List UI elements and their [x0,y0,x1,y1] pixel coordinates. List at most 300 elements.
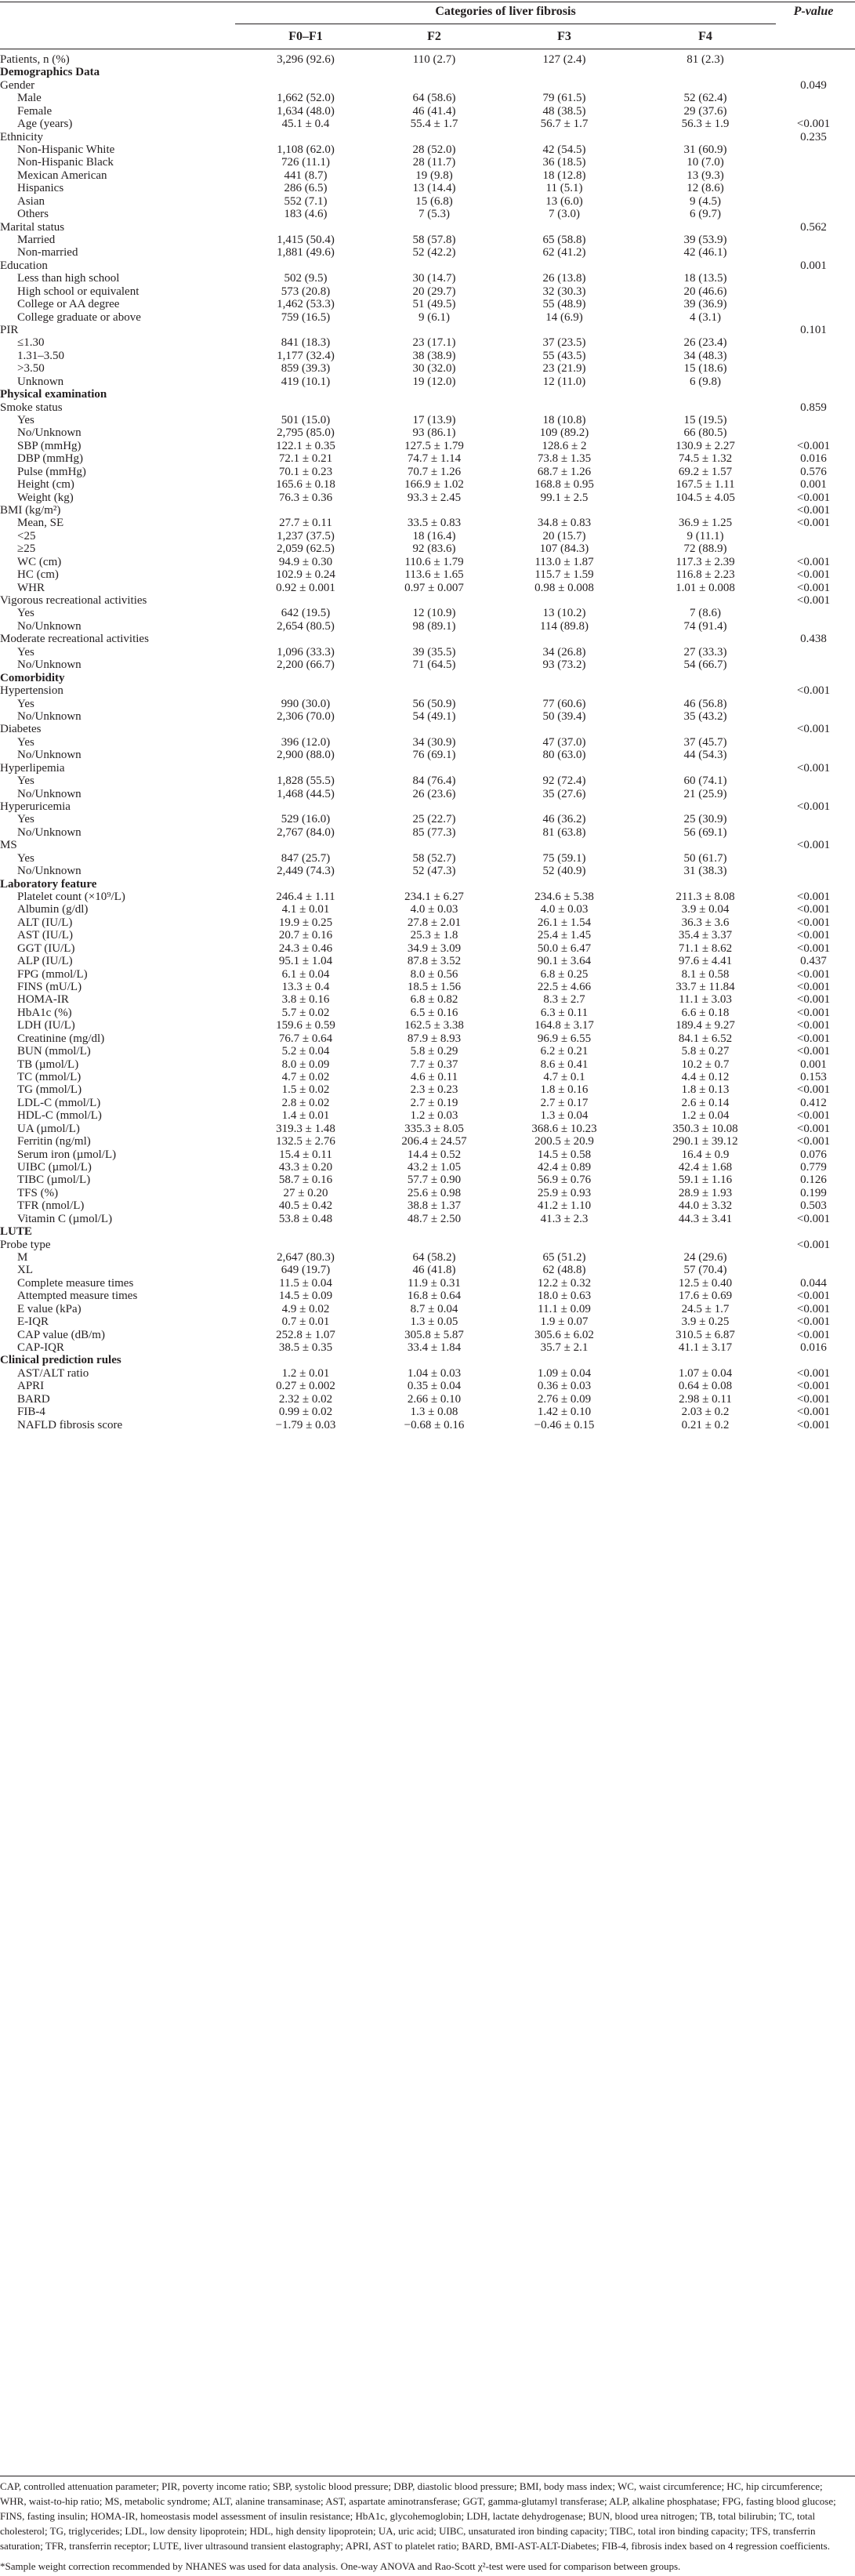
cell-f2: 84 (76.4) [412,775,456,788]
cell-f0f1: 552 (7.1) [284,194,328,208]
cell-pvalue: <0.001 [796,800,831,813]
cell-f0f1: 40.5 ± 0.42 [278,1199,333,1213]
cell-f3: 109 (89.2) [539,426,589,440]
cell-f0f1: 2,306 (70.0) [277,709,335,723]
column-header-f3: F3 [557,30,571,43]
cell-f4: 24.5 ± 1.7 [681,1302,730,1315]
section-heading: Laboratory feature [0,877,97,891]
row-label: Vitamin C (µmol/L) [17,1212,113,1225]
cell-f0f1: 1,662 (52.0) [277,92,335,105]
cell-f4: 36.3 ± 3.6 [681,916,730,929]
cell-f4: 37 (45.7) [683,735,727,749]
cell-f3: 18 (10.8) [542,414,586,427]
cell-pvalue: 0.016 [800,1341,827,1354]
cell-f3: 80 (63.0) [542,749,586,762]
cell-f4: 12 (8.6) [687,182,724,195]
cell-f3: 35 (27.6) [542,787,586,800]
cell-f2: 15 (6.8) [415,194,453,208]
cell-f2: 55.4 ± 1.7 [410,118,458,131]
cell-f4: 9 (11.1) [687,529,724,542]
cell-f4: 4 (3.1) [690,310,721,324]
cell-f0f1: 2,795 (85.0) [277,426,335,440]
row-label: HDL-C (mmol/L) [17,1109,102,1123]
cell-f3: 0.98 ± 0.008 [534,581,594,594]
cell-pvalue: <0.001 [796,1109,831,1123]
cell-pvalue: <0.001 [796,903,831,916]
cell-f2: 30 (14.7) [412,272,456,285]
cell-f0f1: 649 (19.7) [281,1264,331,1277]
row-label: No/Unknown [17,619,82,633]
variable-group-label: Vigorous recreational activities [0,594,147,608]
cell-f0f1: 501 (15.0) [281,414,331,427]
cell-f3: 55 (48.9) [542,298,586,311]
cell-f0f1: 1,828 (55.5) [277,775,335,788]
row-label: AST/ALT ratio [17,1366,89,1380]
cell-pvalue: 0.153 [800,1070,827,1083]
row-label: ALP (IU/L) [17,955,73,968]
cell-f2: 26 (23.6) [412,787,456,800]
cell-f2: 19 (12.0) [412,375,456,388]
row-label: TC (mmol/L) [17,1070,82,1083]
cell-pvalue: <0.001 [796,890,831,903]
cell-f2: 39 (35.5) [412,645,456,659]
cell-f4: 60 (74.1) [683,775,727,788]
cell-f0f1: 58.7 ± 0.16 [278,1174,333,1187]
cell-f3: 14.5 ± 0.58 [537,1148,592,1161]
cell-f4: 74 (91.4) [683,619,727,633]
cell-f0f1: 95.1 ± 1.04 [278,955,333,968]
cell-f2: 54 (49.1) [412,709,456,723]
cell-f3: 90.1 ± 3.64 [537,955,592,968]
cell-f0f1: 11.5 ± 0.04 [279,1276,332,1290]
cell-f2: 25.6 ± 0.98 [407,1186,462,1199]
cell-f3: 23 (21.9) [542,362,586,376]
row-label: TB (µmol/L) [17,1058,79,1071]
cell-f2: 74.7 ± 1.14 [407,452,462,466]
cell-f0f1: 122.1 ± 0.35 [276,439,335,452]
cell-f0f1: 70.1 ± 0.23 [278,465,333,478]
cell-f4: 117.3 ± 2.39 [676,555,735,568]
row-label: College or AA degree [17,298,120,311]
cell-f0f1: 27 ± 0.20 [283,1186,328,1199]
cell-f3: 50 (39.4) [542,709,586,723]
cell-f0f1: 15.4 ± 0.11 [279,1148,332,1161]
cell-f2: 28 (52.0) [412,143,456,156]
cell-f2: 8.0 ± 0.56 [410,967,458,981]
cell-f2: 6.8 ± 0.82 [410,993,458,1007]
row-label: No/Unknown [17,787,82,800]
cell-f4: 104.5 ± 4.05 [676,491,735,504]
cell-f2: 34.9 ± 3.09 [407,942,462,955]
row-label: Less than high school [17,272,120,285]
cell-f0f1: 4.7 ± 0.02 [281,1070,330,1083]
row-label: Creatinine (mg/dl) [17,1032,105,1045]
cell-f3: 62 (48.8) [542,1264,586,1277]
cell-f4: 310.5 ± 6.87 [676,1328,735,1341]
row-label: HbA1c (%) [17,1006,72,1019]
cell-f4: 1.01 ± 0.008 [676,581,735,594]
cell-f3: 32 (30.3) [542,285,586,298]
cell-f0f1: 2,900 (88.0) [277,749,335,762]
cell-f3: 4.7 ± 0.1 [543,1070,585,1083]
cell-f4: 2.6 ± 0.14 [681,1096,730,1109]
row-label: Complete measure times [17,1276,134,1290]
cell-f2: 16.8 ± 0.64 [407,1290,462,1303]
cell-f4: 116.8 ± 2.23 [676,568,735,582]
cell-f3: 55 (43.5) [542,349,586,362]
cell-f2: 305.8 ± 5.87 [404,1328,464,1341]
row-label: SBP (mmHg) [17,439,82,452]
cell-pvalue: 0.049 [800,78,827,92]
cell-f0f1: 502 (9.5) [284,272,328,285]
cell-f0f1: 45.1 ± 0.4 [281,118,330,131]
row-label: Mexican American [17,169,107,182]
cell-pvalue: 0.562 [800,220,827,234]
row-label: Unknown [17,375,64,388]
pvalue-header: P-value [793,5,834,18]
cell-f4: 3.9 ± 0.04 [681,903,730,916]
cell-f4: 211.3 ± 8.08 [676,890,735,903]
cell-f4: 6 (9.7) [690,208,721,221]
cell-f0f1: 990 (30.0) [281,697,331,710]
cell-pvalue: <0.001 [796,1290,831,1303]
cell-pvalue: <0.001 [796,594,831,608]
cell-f0f1: 27.7 ± 0.11 [279,517,332,530]
cell-f3: 8.6 ± 0.41 [540,1058,589,1071]
cell-f3: 65 (51.2) [542,1250,586,1264]
cell-f0f1: 4.1 ± 0.01 [281,903,330,916]
cell-f0f1: 419 (10.1) [281,375,331,388]
variable-group-label: BMI (kg/m²) [0,504,61,517]
cell-pvalue: <0.001 [796,517,831,530]
cell-f3: 6.8 ± 0.25 [540,967,589,981]
variable-group-label: Hyperlipemia [0,761,65,775]
row-label: No/Unknown [17,865,82,878]
row-label: Height (cm) [17,478,74,492]
cell-f4: 59.1 ± 1.16 [678,1174,733,1187]
row-label: XL [17,1264,33,1277]
cell-pvalue: <0.001 [796,1006,831,1019]
cell-f2: 38.8 ± 1.37 [407,1199,462,1213]
cell-f4: 10 (7.0) [687,156,724,169]
row-label: Yes [17,735,34,749]
cell-f2: 57.7 ± 0.90 [407,1174,462,1187]
row-label: TFS (%) [17,1186,59,1199]
cell-f0f1: 5.2 ± 0.04 [281,1045,330,1058]
cell-f3: 234.6 ± 5.38 [534,890,594,903]
row-label: College graduate or above [17,310,141,324]
cell-f0f1: 1,096 (33.3) [277,645,335,659]
cell-pvalue: <0.001 [796,1045,831,1058]
cell-f2: 17 (13.9) [412,414,456,427]
row-label: Albumin (g/dl) [17,903,89,916]
row-label: Yes [17,851,34,865]
cell-pvalue: <0.001 [796,980,831,993]
cell-pvalue: <0.001 [796,1392,831,1406]
cell-f4: 15 (19.5) [683,414,727,427]
cell-pvalue: <0.001 [796,118,831,131]
cell-f0f1: 841 (18.3) [281,336,331,350]
cell-f3: 92 (72.4) [542,775,586,788]
cell-f2: 27.8 ± 2.01 [407,916,462,929]
cell-f4: 71.1 ± 8.62 [678,942,733,955]
variable-group-label: Education [0,259,48,272]
cell-f4: 44 (54.3) [683,749,727,762]
cell-f0f1: 72.1 ± 0.21 [278,452,333,466]
row-label: <25 [17,529,36,542]
cell-f2: 1.2 ± 0.03 [410,1109,458,1123]
cell-f4: 10.2 ± 0.7 [681,1058,730,1071]
cell-f4: 57 (70.4) [683,1264,727,1277]
cell-f2: 64 (58.2) [412,1250,456,1264]
cell-f0f1: 0.99 ± 0.02 [278,1406,333,1419]
cell-f2: 8.7 ± 0.04 [410,1302,458,1315]
cell-f2: 71 (64.5) [412,659,456,672]
cell-f4: 1.07 ± 0.04 [678,1366,733,1380]
cell-f2: 2.66 ± 0.10 [407,1392,462,1406]
cell-f3: 25.4 ± 1.45 [537,929,592,942]
cell-f3: 65 (58.8) [542,234,586,247]
cell-f2: 234.1 ± 6.27 [404,890,464,903]
cell-f3: 46 (36.2) [542,813,586,826]
row-label: Non-Hispanic White [17,143,115,156]
row-label: M [17,1250,28,1264]
cell-f3: 79 (61.5) [542,92,586,105]
cell-f0f1: 2,449 (74.3) [277,865,335,878]
cell-pvalue: <0.001 [796,1212,831,1225]
cell-f3: 81 (63.8) [542,825,586,839]
cell-pvalue: <0.001 [796,1380,831,1393]
cell-f4: 33.7 ± 11.84 [676,980,735,993]
cell-f3: 99.1 ± 2.5 [540,491,589,504]
cell-f3: 4.0 ± 0.03 [540,903,589,916]
cell-f3: 168.8 ± 0.95 [534,478,594,492]
row-label: Yes [17,645,34,659]
variable-group-label: Hyperuricemia [0,800,71,813]
cell-f2: 25.3 ± 1.8 [410,929,458,942]
column-header-f4: F4 [698,30,712,43]
row-label: E-IQR [17,1315,49,1329]
row-label: Yes [17,813,34,826]
cell-f2: 335.3 ± 8.05 [404,1122,464,1135]
variable-group-label: Ethnicity [0,130,43,143]
cell-pvalue: 0.001 [800,1058,827,1071]
cell-f3: 93 (73.2) [542,659,586,672]
cell-f0f1: 3,296 (92.6) [277,53,335,66]
row-label: FIB-4 [17,1406,45,1419]
cell-f3: 1.3 ± 0.04 [540,1109,589,1123]
cell-pvalue: <0.001 [796,1418,831,1431]
cell-f3: 6.2 ± 0.21 [540,1045,589,1058]
cell-f0f1: 43.3 ± 0.20 [278,1160,333,1174]
cell-f4: 44.0 ± 3.32 [678,1199,733,1213]
cell-f4: 50 (61.7) [683,851,727,865]
cell-f0f1: 19.9 ± 0.25 [278,916,333,929]
cell-f2: 70.7 ± 1.26 [407,465,462,478]
row-label: Yes [17,775,34,788]
cell-f4: 39 (53.9) [683,234,727,247]
cell-f3: 50.0 ± 6.47 [537,942,592,955]
cell-f0f1: 1,108 (62.0) [277,143,335,156]
cell-f4: 26 (23.4) [683,336,727,350]
cell-f4: 44.3 ± 3.41 [678,1212,733,1225]
cell-pvalue: 0.101 [800,324,827,337]
cell-f3: 34 (26.8) [542,645,586,659]
cell-f0f1: 396 (12.0) [281,735,331,749]
row-label: High school or equivalent [17,285,139,298]
cell-f2: 64 (58.6) [412,92,456,105]
cell-f4: 84.1 ± 6.52 [678,1032,733,1045]
cell-f4: 7 (8.6) [690,607,721,620]
variable-group-label: Diabetes [0,723,42,736]
cell-f0f1: 5.7 ± 0.02 [281,1006,330,1019]
cell-f0f1: 2.8 ± 0.02 [281,1096,330,1109]
row-label: Yes [17,607,34,620]
cell-f3: 77 (60.6) [542,697,586,710]
cell-f4: 28.9 ± 1.93 [678,1186,733,1199]
cell-f2: 5.8 ± 0.29 [410,1045,458,1058]
row-label: CAP value (dB/m) [17,1328,105,1341]
cell-pvalue: 0.235 [800,130,827,143]
cell-f3: 56.9 ± 0.76 [537,1174,592,1187]
cell-f0f1: 847 (25.7) [281,851,331,865]
row-label: GGT (IU/L) [17,942,75,955]
cell-f3: 68.7 ± 1.26 [537,465,592,478]
cell-pvalue: <0.001 [796,1302,831,1315]
cell-f4: 66 (80.5) [683,426,727,440]
cell-pvalue: <0.001 [796,761,831,775]
cell-f3: 2.7 ± 0.17 [540,1096,589,1109]
cell-f3: 164.8 ± 3.17 [534,1019,594,1032]
cell-f3: 114 (89.8) [540,619,589,633]
cell-f3: 25.9 ± 0.93 [537,1186,592,1199]
cell-f0f1: 76.7 ± 0.64 [278,1032,333,1045]
cell-f0f1: 38.5 ± 0.35 [278,1341,333,1354]
cell-f3: 305.6 ± 6.02 [534,1328,594,1341]
cell-pvalue: <0.001 [796,1135,831,1148]
cell-f2: 11.9 ± 0.31 [408,1276,461,1290]
cell-f4: 5.8 ± 0.27 [681,1045,730,1058]
cell-f0f1: 252.8 ± 1.07 [276,1328,335,1341]
row-label: Mean, SE [17,517,64,530]
cell-f2: 110.6 ± 1.79 [404,555,464,568]
cell-f4: 6 (9.8) [690,375,721,388]
cell-f0f1: 726 (11.1) [281,156,330,169]
cell-f4: 41.1 ± 3.17 [678,1341,733,1354]
row-label: FINS (mU/L) [17,980,82,993]
column-header-f2: F2 [427,30,441,43]
statistics-footnote: *Sample weight correction recommended by NHANES was used for data analysis. One-way ANOVA and Rao-Scott χ²-test were used for comparison between groups. [0,2560,681,2572]
cell-f0f1: 2,647 (80.3) [277,1250,335,1264]
cell-f0f1: 20.7 ± 0.16 [278,929,333,942]
cell-f3: 107 (84.3) [539,542,589,556]
row-label: NAFLD fibrosis score [17,1418,123,1431]
row-label: Female [17,104,53,118]
cell-f2: 1.3 ± 0.05 [410,1315,458,1329]
cell-f3: 0.36 ± 0.03 [537,1380,592,1393]
cell-f0f1: 159.6 ± 0.59 [276,1019,335,1032]
cell-f3: 13 (6.0) [545,194,583,208]
cell-f2: 127.5 ± 1.79 [404,439,464,452]
cell-f0f1: 14.5 ± 0.09 [278,1290,333,1303]
cell-f3: 12.2 ± 0.32 [537,1276,592,1290]
row-label: Asian [17,194,45,208]
cell-pvalue: 0.576 [800,465,827,478]
cell-pvalue: <0.001 [796,1019,831,1032]
cell-f0f1: 1,881 (49.6) [277,246,335,259]
row-label: HOMA-IR [17,993,69,1007]
cell-f3: −0.46 ± 0.15 [534,1418,595,1431]
cell-f3: 52 (40.9) [542,865,586,878]
cell-f2: 98 (89.1) [412,619,456,633]
cell-f0f1: 94.9 ± 0.30 [278,555,333,568]
cell-f2: 87.8 ± 3.52 [407,955,462,968]
cell-f3: 35.7 ± 2.1 [540,1341,589,1354]
cell-f4: 0.64 ± 0.08 [678,1380,733,1393]
cell-f2: −0.68 ± 0.16 [404,1418,465,1431]
cell-f0f1: 102.9 ± 0.24 [276,568,335,582]
cell-f0f1: 1.5 ± 0.02 [281,1083,330,1097]
cell-f0f1: 0.7 ± 0.01 [281,1315,330,1329]
row-label: APRI [17,1380,45,1393]
cell-f2: 1.04 ± 0.03 [407,1366,462,1380]
cell-f2: 33.4 ± 1.84 [407,1341,462,1354]
cell-f0f1: 1,415 (50.4) [277,234,335,247]
row-label: Pulse (mmHg) [17,465,86,478]
cell-f2: 51 (49.5) [412,298,456,311]
cell-f0f1: 1.2 ± 0.01 [281,1366,330,1380]
row-label: Non-married [17,246,78,259]
cell-f3: 48 (38.5) [542,104,586,118]
cell-f3: 6.3 ± 0.11 [540,1006,589,1019]
variable-group-label: Moderate recreational activities [0,633,149,646]
cell-f2: 56 (50.9) [412,697,456,710]
cell-f4: 20 (46.6) [683,285,727,298]
row-label: >3.50 [17,362,45,376]
row-label: Ferritin (ng/ml) [17,1135,91,1148]
cell-f2: 162.5 ± 3.38 [404,1019,464,1032]
section-heading: LUTE [0,1225,32,1239]
cell-f4: 4.4 ± 0.12 [681,1070,730,1083]
cell-f4: 21 (25.9) [683,787,727,800]
cell-f3: 56.7 ± 1.7 [540,118,589,131]
cell-f2: 58 (52.7) [412,851,456,865]
cell-pvalue: 0.859 [800,401,827,414]
cell-f4: 25 (30.9) [683,813,727,826]
cell-f2: 18.5 ± 1.56 [407,980,462,993]
cell-f4: 31 (38.3) [683,865,727,878]
row-label: Serum iron (µmol/L) [17,1148,117,1161]
cell-pvalue: <0.001 [796,993,831,1007]
cell-f4: 42 (46.1) [683,246,727,259]
cell-f3: 200.5 ± 20.9 [534,1135,594,1148]
cell-f4: 52 (62.4) [683,92,727,105]
cell-f0f1: 2,200 (66.7) [277,659,335,672]
cell-f2: 7 (5.3) [418,208,450,221]
cell-pvalue: 0.001 [800,478,827,492]
cell-f4: 6.6 ± 0.18 [681,1006,730,1019]
cell-f3: 26.1 ± 1.54 [537,916,592,929]
cell-f0f1: 53.8 ± 0.48 [278,1212,333,1225]
cell-f4: 16.4 ± 0.9 [681,1148,730,1161]
cell-f2: 1.3 ± 0.08 [410,1406,458,1419]
cell-f3: 12 (11.0) [542,375,586,388]
cell-f2: 2.3 ± 0.23 [410,1083,458,1097]
cell-f0f1: 1,237 (37.5) [277,529,335,542]
row-label: Married [17,234,56,247]
categories-header: Categories of liver fibrosis [435,5,576,18]
row-label: No/Unknown [17,659,82,672]
